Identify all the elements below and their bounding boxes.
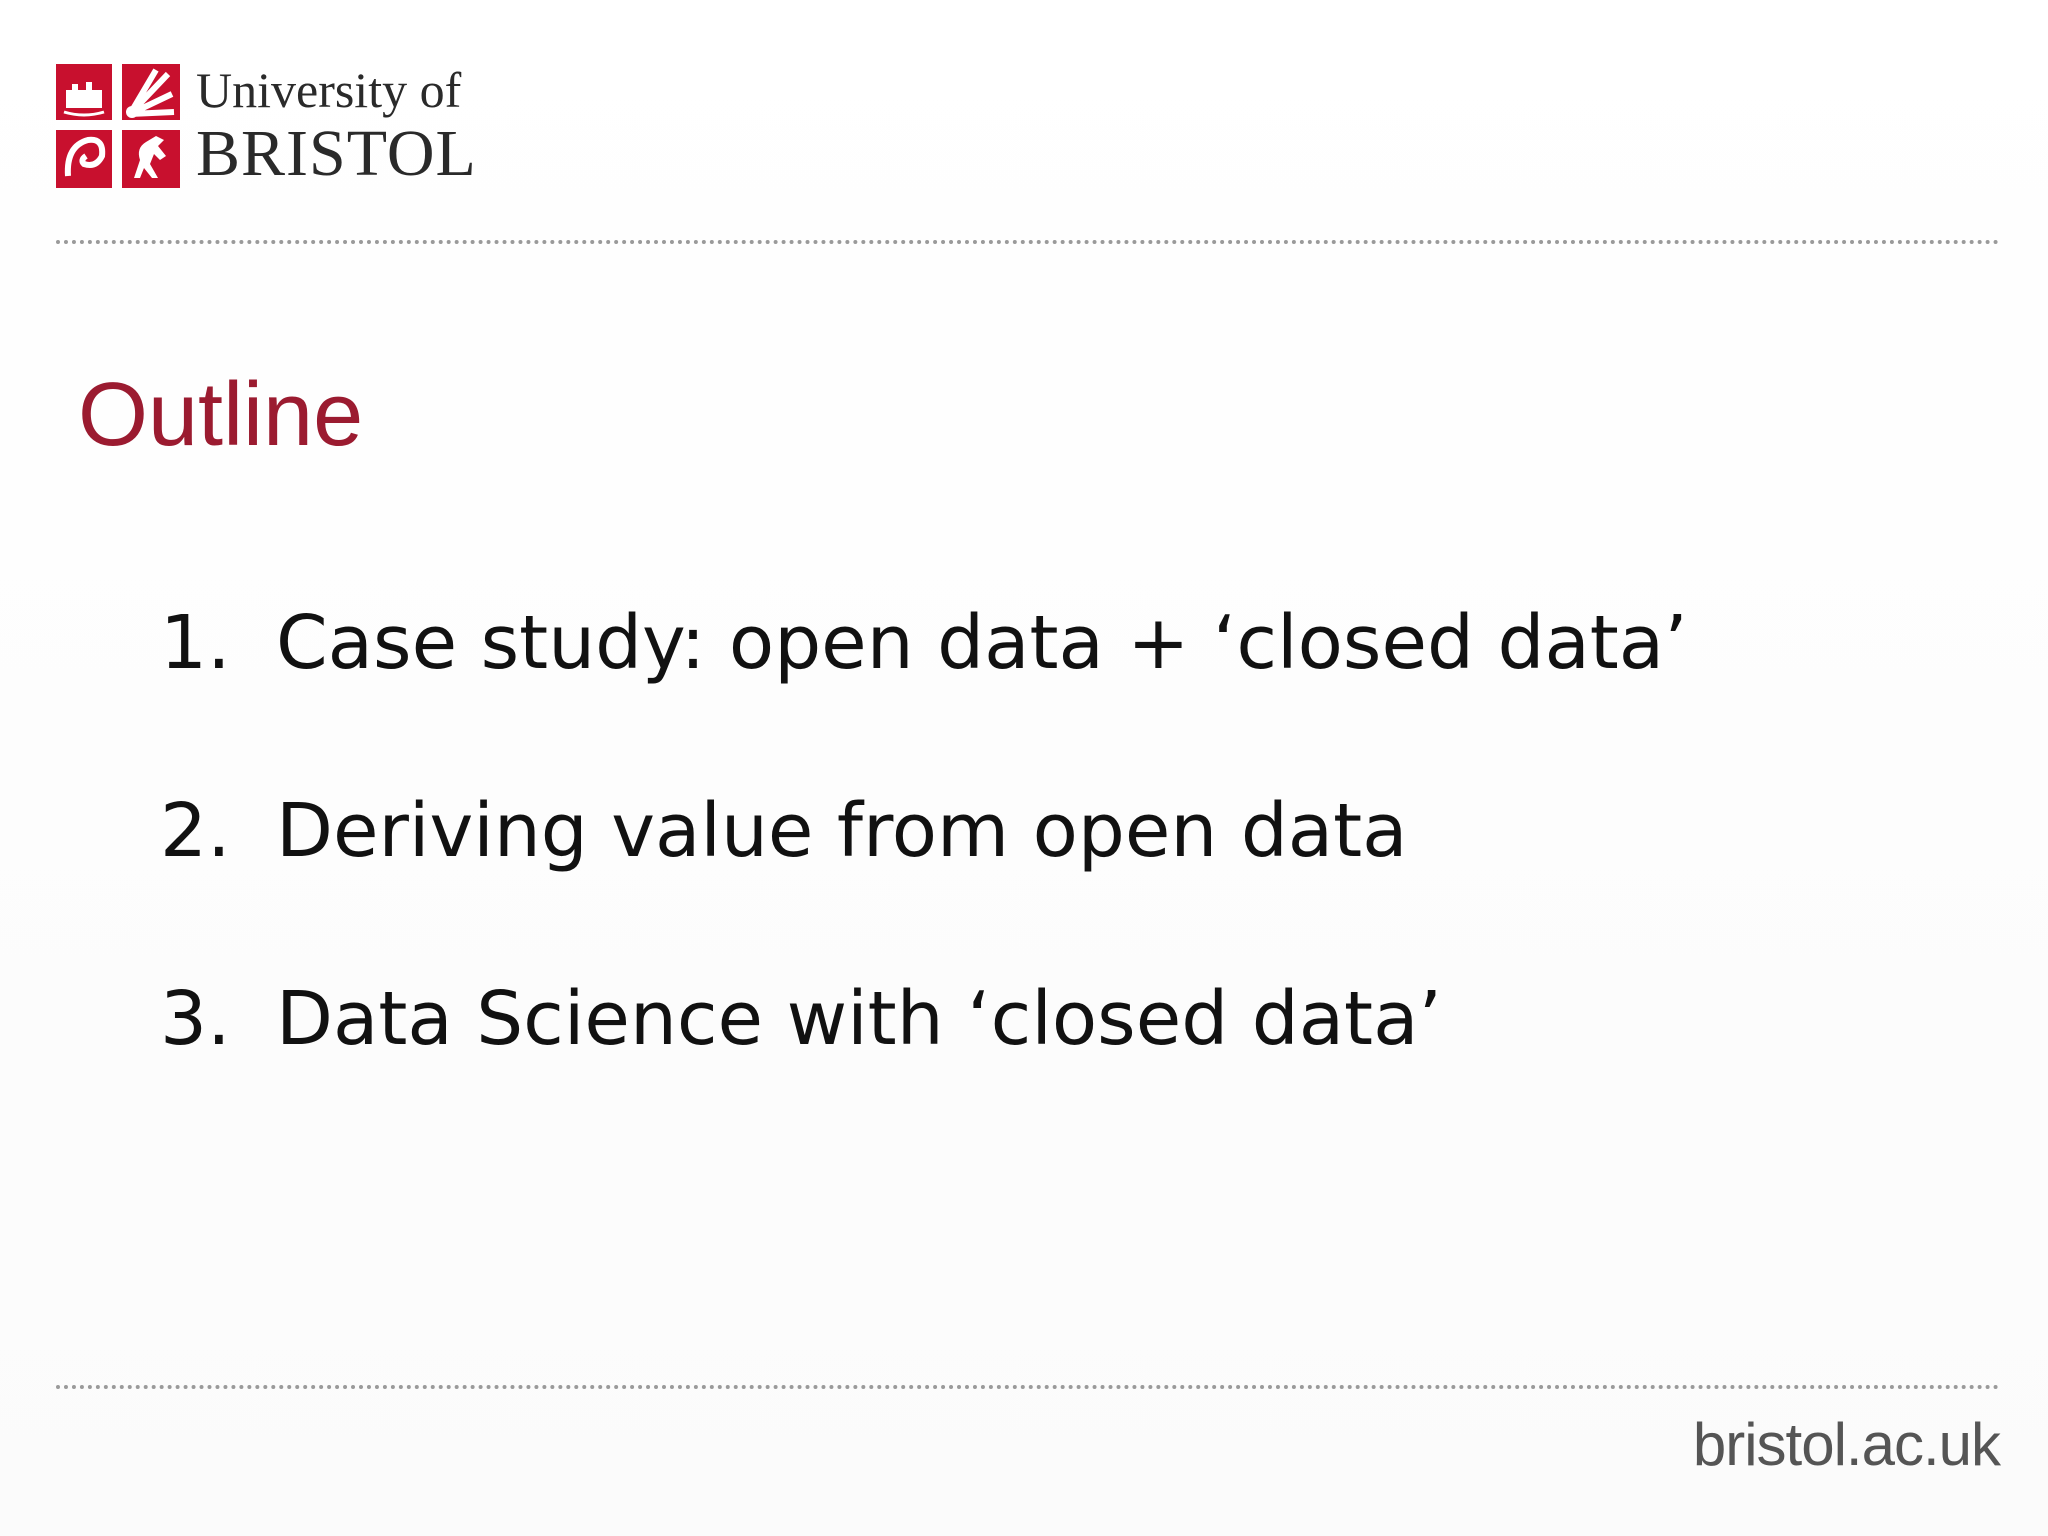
outline-item-text: Deriving value from open data (276, 788, 1408, 874)
outline-list (160, 600, 1688, 1164)
outline-item-number: 3. (160, 976, 231, 1062)
outline-item-text: Case study: open data + ‘closed data’ (276, 600, 1688, 686)
outline-item-number: 1. (160, 600, 231, 686)
footer-divider (56, 1385, 2000, 1389)
slide-title: Outline (78, 365, 364, 465)
logo-wordmark (196, 62, 477, 190)
outline-item-text: Data Science with ‘closed data’ (276, 976, 1442, 1062)
outline-item (160, 976, 1688, 1164)
outline-item-number: 2. (160, 788, 231, 874)
footer-url: bristol.ac.uk (1692, 1411, 2000, 1478)
header-divider (56, 240, 2000, 244)
logo-line-university: University of (196, 62, 462, 118)
university-logo (56, 64, 477, 188)
university-crest-icon (56, 64, 180, 188)
logo-line-bristol: BRISTOL (196, 117, 477, 190)
outline-item (160, 600, 1688, 788)
outline-item (160, 788, 1688, 976)
